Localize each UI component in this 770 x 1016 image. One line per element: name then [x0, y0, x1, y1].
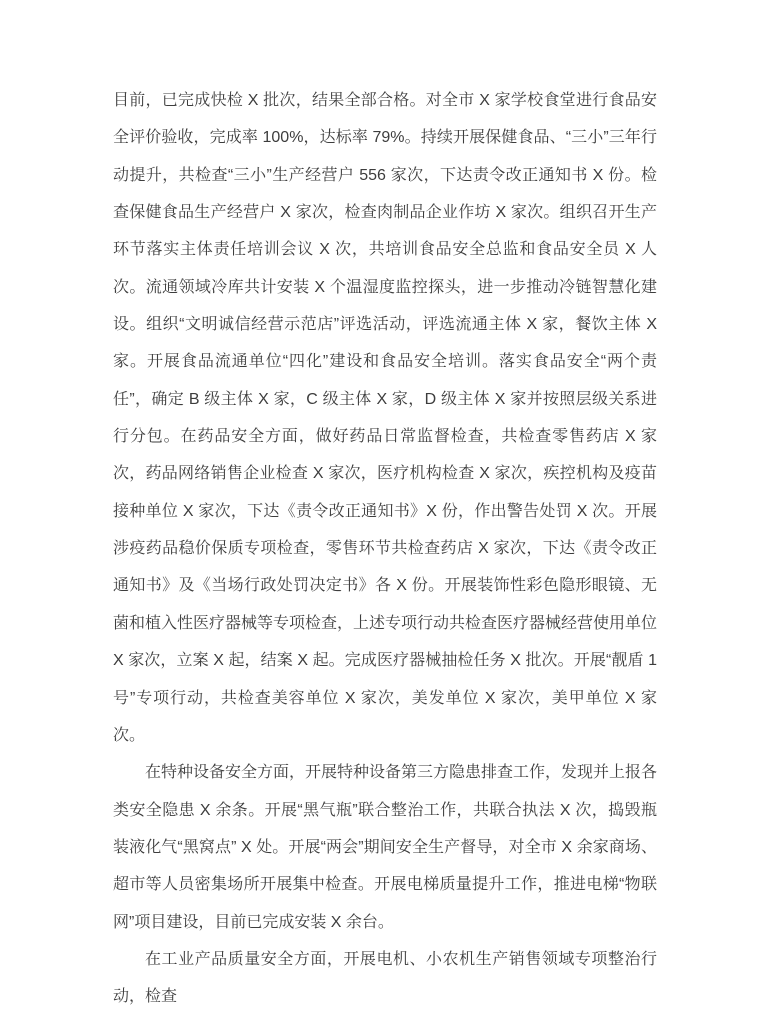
paragraph-food-drug-safety: 目前，已完成快检 X 批次，结果全部合格。对全市 X 家学校食堂进行食品安全评价验收，完成率 100%，达标率 79%。持续开展保健食品、“三小”三年行动提升，共检查“三小”生产经营户 556 家次，下达责令改正通知书 X 份。检查保健食品生产经营户 X 家次，检查肉制品企业作坊 X 家次。组织召开生产环节落实主体责任培训会议 X 次，共培训食品安全总监和食品安全员 X 人次。流通领域冷库共计安装 X 个温湿度监控探头，进一步推动冷链智慧化建设。组织“文明诚信经营示范店”评选活动，评选流通主体 X 家，餐饮主体 X 家。开展食品流通单位“四化”建设和食品安全培训。落实食品安全“两个责任”，确定 B 级主体 X 家，C 级主体 X 家，D 级主体 X 家并按照层级关系进行分包。在药品安全方面，做好药品日常监督检查，共检查零售药店 X 家次，药品网络销售企业检查 X 家次，医疗机构检查 X 家次，疾控机构及疫苗接种单位 X 家次，下达《责令改正通知书》X 份，作出警告处罚 X 次。开展涉疫药品稳价保质专项检查，零售环节共检查药店 X 家次，下达《责令改正通知书》及《当场行政处罚决定书》各 X 份。开展装饰性彩色隐形眼镜、无菌和植入性医疗器械等专项检查，上述专项行动共检查医疗器械经营使用单位 X 家次，立案 X 起，结案 X 起。完成医疗器械抽检任务 X 批次。开展“靓盾 1 号”专项行动，共检查美容单位 X 家次，美发单位 X 家次，美甲单位 X 家次。 — [113, 92, 658, 744]
paragraph-industrial-product-quality: 在工业产品质量安全方面，开展电机、小农机生产销售领域专项整治行动，检查 — [113, 950, 657, 1006]
paragraph-special-equipment-safety: 在特种设备安全方面，开展特种设备第三方隐患排查工作，发现并上报各类安全隐患 X 余条。开展“黑气瓶”联合整治工作，共联合执法 X 次，捣毁瓶装液化气“黑窝点” X 处。开展“两会”期间安全生产督导，对全市 X 余家商场、超市等人员密集场所开展集中检查。开展电梯质量提升工作，推进电梯“物联网”项目建设，目前已完成安装 X 余台。 — [113, 764, 658, 931]
document-page — [113, 82, 657, 1016]
